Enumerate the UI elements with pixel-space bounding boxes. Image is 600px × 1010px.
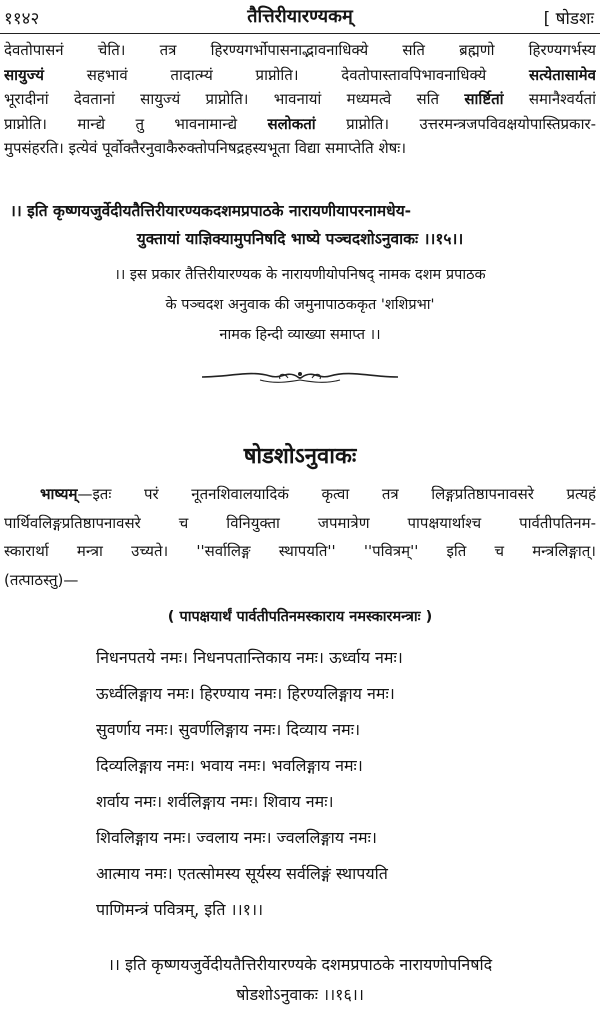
page-number: ११४२ [4,9,40,29]
commentary-text: प्राप्नोति। मान्द्ये तु भावनामान्द्ये [4,114,268,133]
mantra-line: ऊर्ध्वलिङ्गाय नमः। हिरण्याय नमः। हिरण्यलिङ्गाय नमः। [96,684,395,703]
running-header [0,4,600,32]
mantra-line: शर्वाय नमः। शर्वलिङ्गाय नमः। शिवाय नमः। [96,792,334,811]
bhashya-line: पार्थिवलिङ्गप्रतिष्ठापनावसरे च विनियुक्ता जपमात्रेण पापक्षयार्थाश्च पार्वतीपतिनम- [4,513,596,532]
commentary-line [4,112,596,137]
commentary-text: सहभावं तादात्म्यं प्राप्नोति। देवतोपास्तावपिभावनाधिक्ये [44,65,530,84]
commentary-line [4,63,596,88]
bhashya-line: (तत्पाठस्तु)— [4,570,79,589]
bhashya-text: —इतः परं नूतनशिवालयादिकं कृत्वा तत्र लिङ्गप्रतिष्ठापनावसरे प्रत्यहं [77,485,596,503]
hindi-line: नामक हिन्दी व्याख्या समाप्त ।। [219,327,381,343]
running-title: तैत्तिरीयारण्यकम् [247,6,353,27]
mantra-heading: ( पापक्षयार्थं पार्वतीपतिनमस्काराय नमस्कारमन्त्राः ) [167,609,433,625]
mantra-line: शिवलिङ्गाय नमः। ज्वलाय नमः। ज्वललिङ्गाय नमः। [96,828,377,847]
section-marker: [ षोडशः [543,9,594,29]
commentary-text: प्राप्नोति। उत्तरमन्त्रजपविवक्षयोपास्तिप्रकार- [315,114,596,133]
final-colophon-line: ।। इति कृष्णयजुर्वेदीयतैत्तिरीयारण्यके दशमप्रपाठके नारायणोपनिषदि [107,955,493,974]
bhashya-line: स्कारार्था मन्त्रा उच्यते। ''सर्वालिङ्ग स्थापयति'' ''पवित्रम्'' इति च मन्त्रलिङ्गात्। [4,542,596,560]
commentary-line: देवतोपासनं चेति। तत्र हिरण्यगर्भोपासनाद्भावनाधिक्ये सति ब्रह्मणो हिरण्यगर्भस्य [4,41,596,59]
mantra-line: निधनपतये नमः। निधनपतान्तिकाय नमः। ऊर्ध्वाय नमः। [96,648,403,667]
commentary-text: भूरादीनां देवतानां सायुज्यं प्राप्नोति। भावनायां मध्यमत्वे सति [4,90,465,109]
bold-term: सायुज्यं [4,65,45,84]
sanskrit-colophon [10,197,590,253]
mantra-line: आत्माय नमः। एतत्सोमस्य सूर्यस्य सर्वलिङ्गं स्थापयति [96,864,388,883]
mantra-line: दिव्यलिङ्गाय नमः। भवाय नमः। भवलिङ्गाय नमः। [96,756,363,775]
bhashya-paragraph [4,480,596,594]
bhashya-label: भाष्यम् [40,485,78,503]
bold-term: सलोकतां [267,114,316,133]
final-colophon [10,950,590,1010]
bhashya-line [4,480,596,509]
commentary-line [4,87,596,112]
bold-term: सत्येतासामेव [529,65,596,84]
colophon-line: युक्तायां याज्ञिक्यामुपनिषदि भाष्ये पञ्चदशोऽनुवाकः ।।१५।। [136,230,464,248]
mantra-list [96,640,536,928]
mantra-line: सुवर्णाय नमः। सुवर्णलिङ्गाय नमः। दिव्याय नमः। [96,720,361,739]
colophon-line: ।। इति कृष्णयजुर्वेदीयतैत्तिरीयारण्यकदशमप्रपाठके नारायणीयापरनामधेय- [10,202,412,220]
commentary-text: समानैश्वर्यतां [503,90,596,109]
ornament-divider-icon [200,366,400,388]
header-rule [0,33,600,34]
bold-term: सार्ष्टितां [464,90,504,109]
hindi-colophon [10,260,590,350]
anuvaka-heading: षोडशोऽनुवाकः [243,444,357,469]
mantra-line: पाणिमन्त्रं पवित्रम्, इति ।।१।। [96,900,264,919]
hindi-line: के पञ्चदश अनुवाक की जमुनापाठककृत 'शशिप्रभा' [165,297,435,313]
commentary-paragraph [4,38,596,161]
final-colophon-line: षोडशोऽनुवाकः ।।१६।। [236,985,364,1004]
hindi-line: ।। इस प्रकार तैत्तिरीयारण्यक के नारायणीयोपनिषद् नामक दशम प्रपाठक [114,267,486,283]
commentary-line: मुपसंहरति। इत्येवं पूर्वोक्तैरनुवाकैरुक्तोपनिषद्रहस्यभूता विद्या समाप्तेति शेषः। [4,139,407,158]
